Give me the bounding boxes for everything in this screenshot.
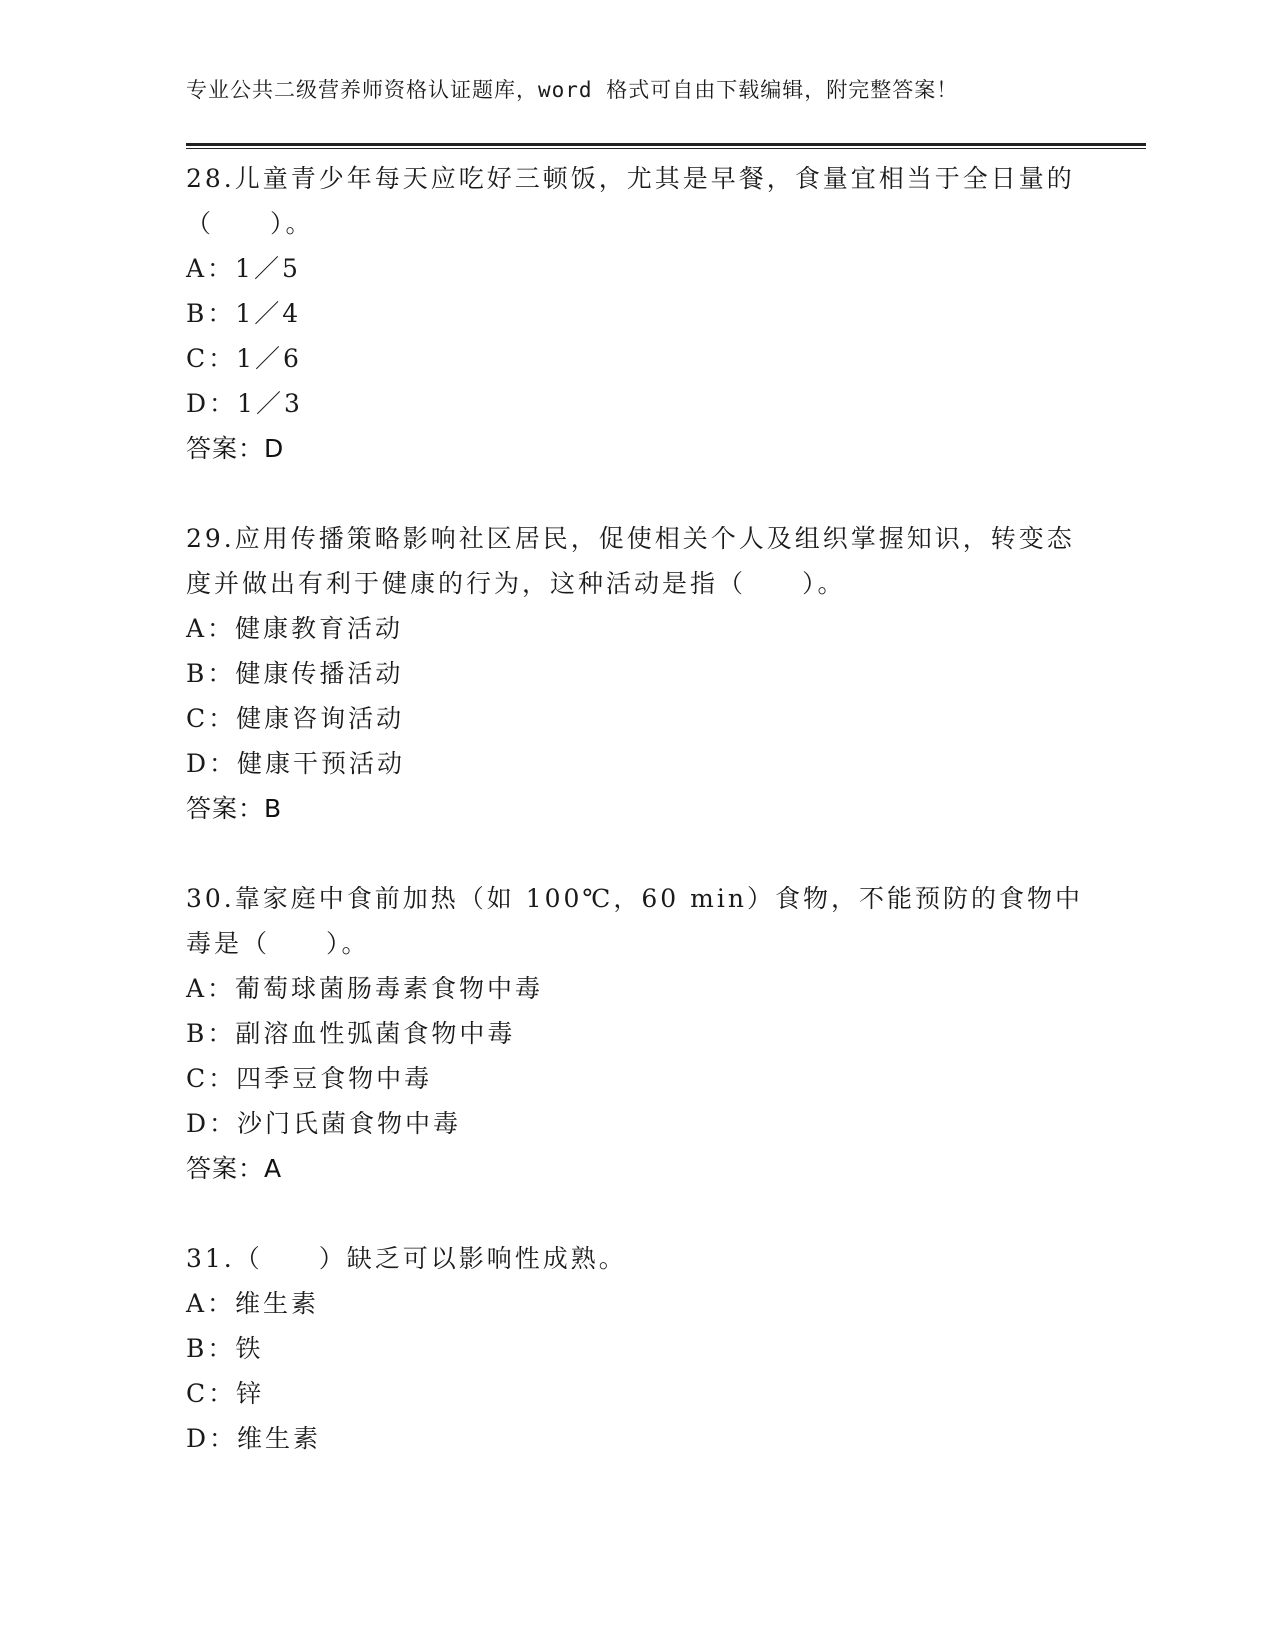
- answer-line: 答案：D: [186, 434, 285, 463]
- question-28: [186, 156, 1086, 471]
- option-d: D：沙门氏菌食物中毒: [186, 1109, 462, 1138]
- answer-line: 答案：A: [186, 1154, 283, 1183]
- option-a: A：健康教育活动: [186, 614, 404, 643]
- option-c: C：健康咨询活动: [186, 704, 405, 733]
- option-a: A：维生素: [186, 1289, 320, 1318]
- page-header: 专业公共二级营养师资格认证题库，word 格式可自由下载编辑，附完整答案！: [186, 78, 959, 102]
- question-stem: 31.（ ）缺乏可以影响性成熟。: [186, 1244, 627, 1273]
- option-b: B：副溶血性弧菌食物中毒: [186, 1019, 516, 1048]
- option-d: D：健康干预活动: [186, 749, 406, 778]
- option-b: B：铁: [186, 1334, 264, 1363]
- question-30: [186, 876, 1086, 1191]
- option-d: D：维生素: [186, 1424, 322, 1453]
- header-rule-thin: [186, 148, 1146, 149]
- question-stem: 28.儿童青少年每天应吃好三顿饭，尤其是早餐，食量宜相当于全日量的（ ）。: [186, 164, 1075, 238]
- option-a: A：1／5: [186, 254, 301, 283]
- option-c: C：四季豆食物中毒: [186, 1064, 433, 1093]
- option-b: B：1／4: [186, 299, 302, 328]
- question-stem: 29.应用传播策略影响社区居民，促使相关个人及组织掌握知识，转变态度并做出有利于健康的行为，这种活动是指（ ）。: [186, 524, 1075, 598]
- option-c: C：锌: [186, 1379, 265, 1408]
- option-a: A：葡萄球菌肠毒素食物中毒: [186, 974, 544, 1003]
- question-list: [186, 156, 1086, 1461]
- option-b: B：健康传播活动: [186, 659, 404, 688]
- question-stem: 30.靠家庭中食前加热（如 100℃，60 min）食物，不能预防的食物中毒是（ ）。: [186, 884, 1083, 958]
- option-c: C：1／6: [186, 344, 302, 373]
- question-29: [186, 516, 1086, 831]
- option-d: D：1／3: [186, 389, 303, 418]
- question-31: [186, 1236, 1086, 1461]
- answer-line: 答案：B: [186, 794, 283, 823]
- header-rule-thick: [186, 143, 1146, 146]
